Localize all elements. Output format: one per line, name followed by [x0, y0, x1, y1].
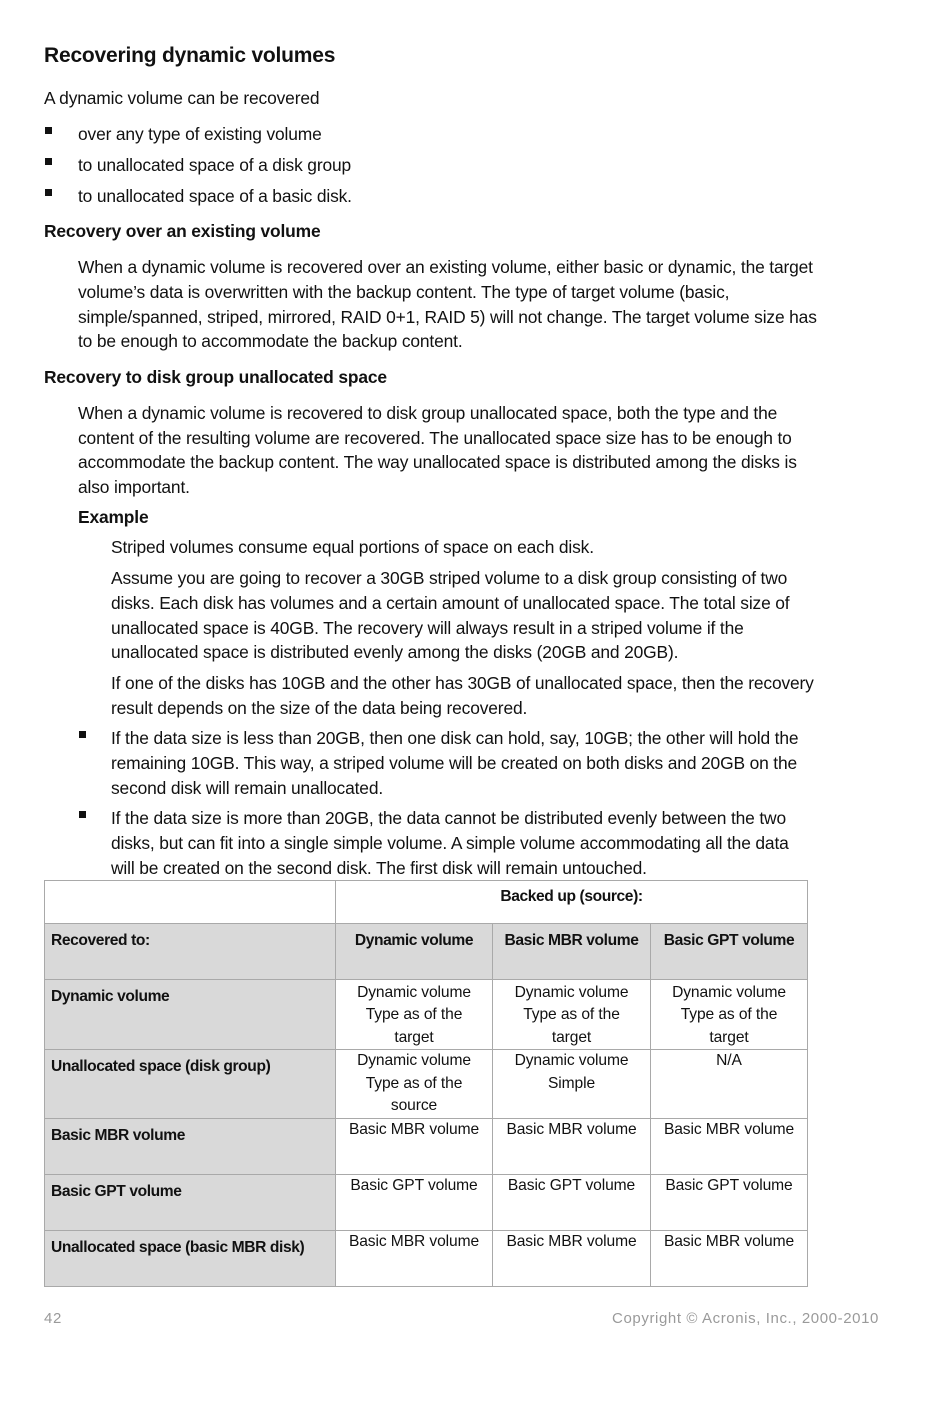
example-line: Assume you are going to recover a 30GB striped volume to a disk group consisting of two [111, 568, 788, 588]
recovery-table [44, 880, 808, 1287]
section-line: accommodate the backup content. The way unallocated space is distributed among the disks is [78, 452, 797, 472]
table-cell: Basic MBR volume [493, 1119, 651, 1175]
example-line: unallocated space is 40GB. The recovery will always result in a striped volume if the [111, 618, 744, 638]
table-cell: Basic MBR volume [493, 1231, 651, 1287]
table-row [45, 1050, 808, 1119]
example-bullet-line: second disk will remain unallocated. [111, 778, 384, 798]
intro-text: A dynamic volume can be recovered [44, 88, 320, 108]
table-cell: Basic GPT volume [651, 1175, 808, 1231]
section-line: to be enough to accommodate the backup content. [78, 331, 463, 351]
example-heading: Example [78, 507, 149, 527]
page-number: 42 [44, 1310, 62, 1327]
example-line: unallocated space is distributed evenly among the disks (20GB and 20GB). [111, 642, 679, 662]
bullet-marker [45, 158, 52, 165]
table-cell: Basic MBR volume [336, 1119, 493, 1175]
intro-bullet: to unallocated space of a basic disk. [78, 186, 352, 206]
section-line: simple/spanned, striped, mirrored, RAID 0+1, RAID 5) will not change. The target volume size has [78, 307, 817, 327]
table-column-header: Basic GPT volume [651, 924, 808, 980]
example-line: Striped volumes consume equal portions of space on each disk. [111, 537, 594, 557]
table-recovered-to-header: Recovered to: [45, 924, 336, 980]
table-row-label: Unallocated space (basic MBR disk) [45, 1231, 336, 1287]
table-source-header: Backed up (source): [336, 881, 808, 924]
table-cell: Basic GPT volume [336, 1175, 493, 1231]
table-cell: Dynamic volume Type as of the target [336, 980, 493, 1050]
table-cell: Basic MBR volume [336, 1231, 493, 1287]
example-line: disks. Each disk has volumes and a certain amount of unallocated space. The total size of [111, 593, 790, 613]
table-column-header: Dynamic volume [336, 924, 493, 980]
section-heading: Recovery to disk group unallocated space [44, 367, 387, 387]
example-bullet-line: will be created on the second disk. The first disk will remain untouched. [111, 858, 647, 878]
table-cell: Dynamic volume Type as of the target [651, 980, 808, 1050]
table-row-label: Basic MBR volume [45, 1119, 336, 1175]
section-line: When a dynamic volume is recovered over an existing volume, either basic or dynamic, the target [78, 257, 813, 277]
table-cell: Basic GPT volume [493, 1175, 651, 1231]
section-line: volume’s data is overwritten with the backup content. The type of target volume (basic, [78, 282, 730, 302]
table-column-header: Basic MBR volume [493, 924, 651, 980]
table-row-label: Unallocated space (disk group) [45, 1050, 336, 1119]
bullet-marker [45, 189, 52, 196]
table-row [45, 1231, 808, 1287]
bullet-marker [79, 811, 86, 818]
table-corner-cell [45, 881, 336, 924]
table-cell: Dynamic volume Simple [493, 1050, 651, 1119]
table-cell: N/A [651, 1050, 808, 1119]
copyright-notice: Copyright © Acronis, Inc., 2000-2010 [612, 1310, 879, 1327]
table-cell: Basic MBR volume [651, 1231, 808, 1287]
table-row [45, 980, 808, 1050]
table-cell: Dynamic volume Type as of the source [336, 1050, 493, 1119]
table-cell: Basic MBR volume [651, 1119, 808, 1175]
section-line: also important. [78, 477, 190, 497]
section-line: When a dynamic volume is recovered to disk group unallocated space, both the type and the [78, 403, 778, 423]
table-row [45, 1119, 808, 1175]
section-heading: Recovery over an existing volume [44, 221, 321, 241]
bullet-marker [45, 127, 52, 134]
bullet-marker [79, 731, 86, 738]
example-line: If one of the disks has 10GB and the other has 30GB of unallocated space, then the recovery [111, 673, 814, 693]
page-title: Recovering dynamic volumes [44, 44, 336, 67]
intro-bullet: to unallocated space of a disk group [78, 155, 352, 175]
example-bullet-line: disks, but can fit into a single simple volume. A simple volume accommodating all the data [111, 833, 789, 853]
example-bullet-line: remaining 10GB. This way, a striped volume will be created on both disks and 20GB on the [111, 753, 798, 773]
table-cell: Dynamic volume Type as of the target [493, 980, 651, 1050]
example-bullet-line: If the data size is less than 20GB, then one disk can hold, say, 10GB; the other will hold the [111, 728, 799, 748]
intro-bullet: over any type of existing volume [78, 124, 322, 144]
example-bullet-line: If the data size is more than 20GB, the data cannot be distributed evenly between the two [111, 808, 786, 828]
table-row [45, 1175, 808, 1231]
table-row-label: Basic GPT volume [45, 1175, 336, 1231]
example-line: result depends on the size of the data being recovered. [111, 698, 528, 718]
table-row-label: Dynamic volume [45, 980, 336, 1050]
section-line: content of the resulting volume are recovered. The unallocated space size has to be enough to [78, 428, 792, 448]
